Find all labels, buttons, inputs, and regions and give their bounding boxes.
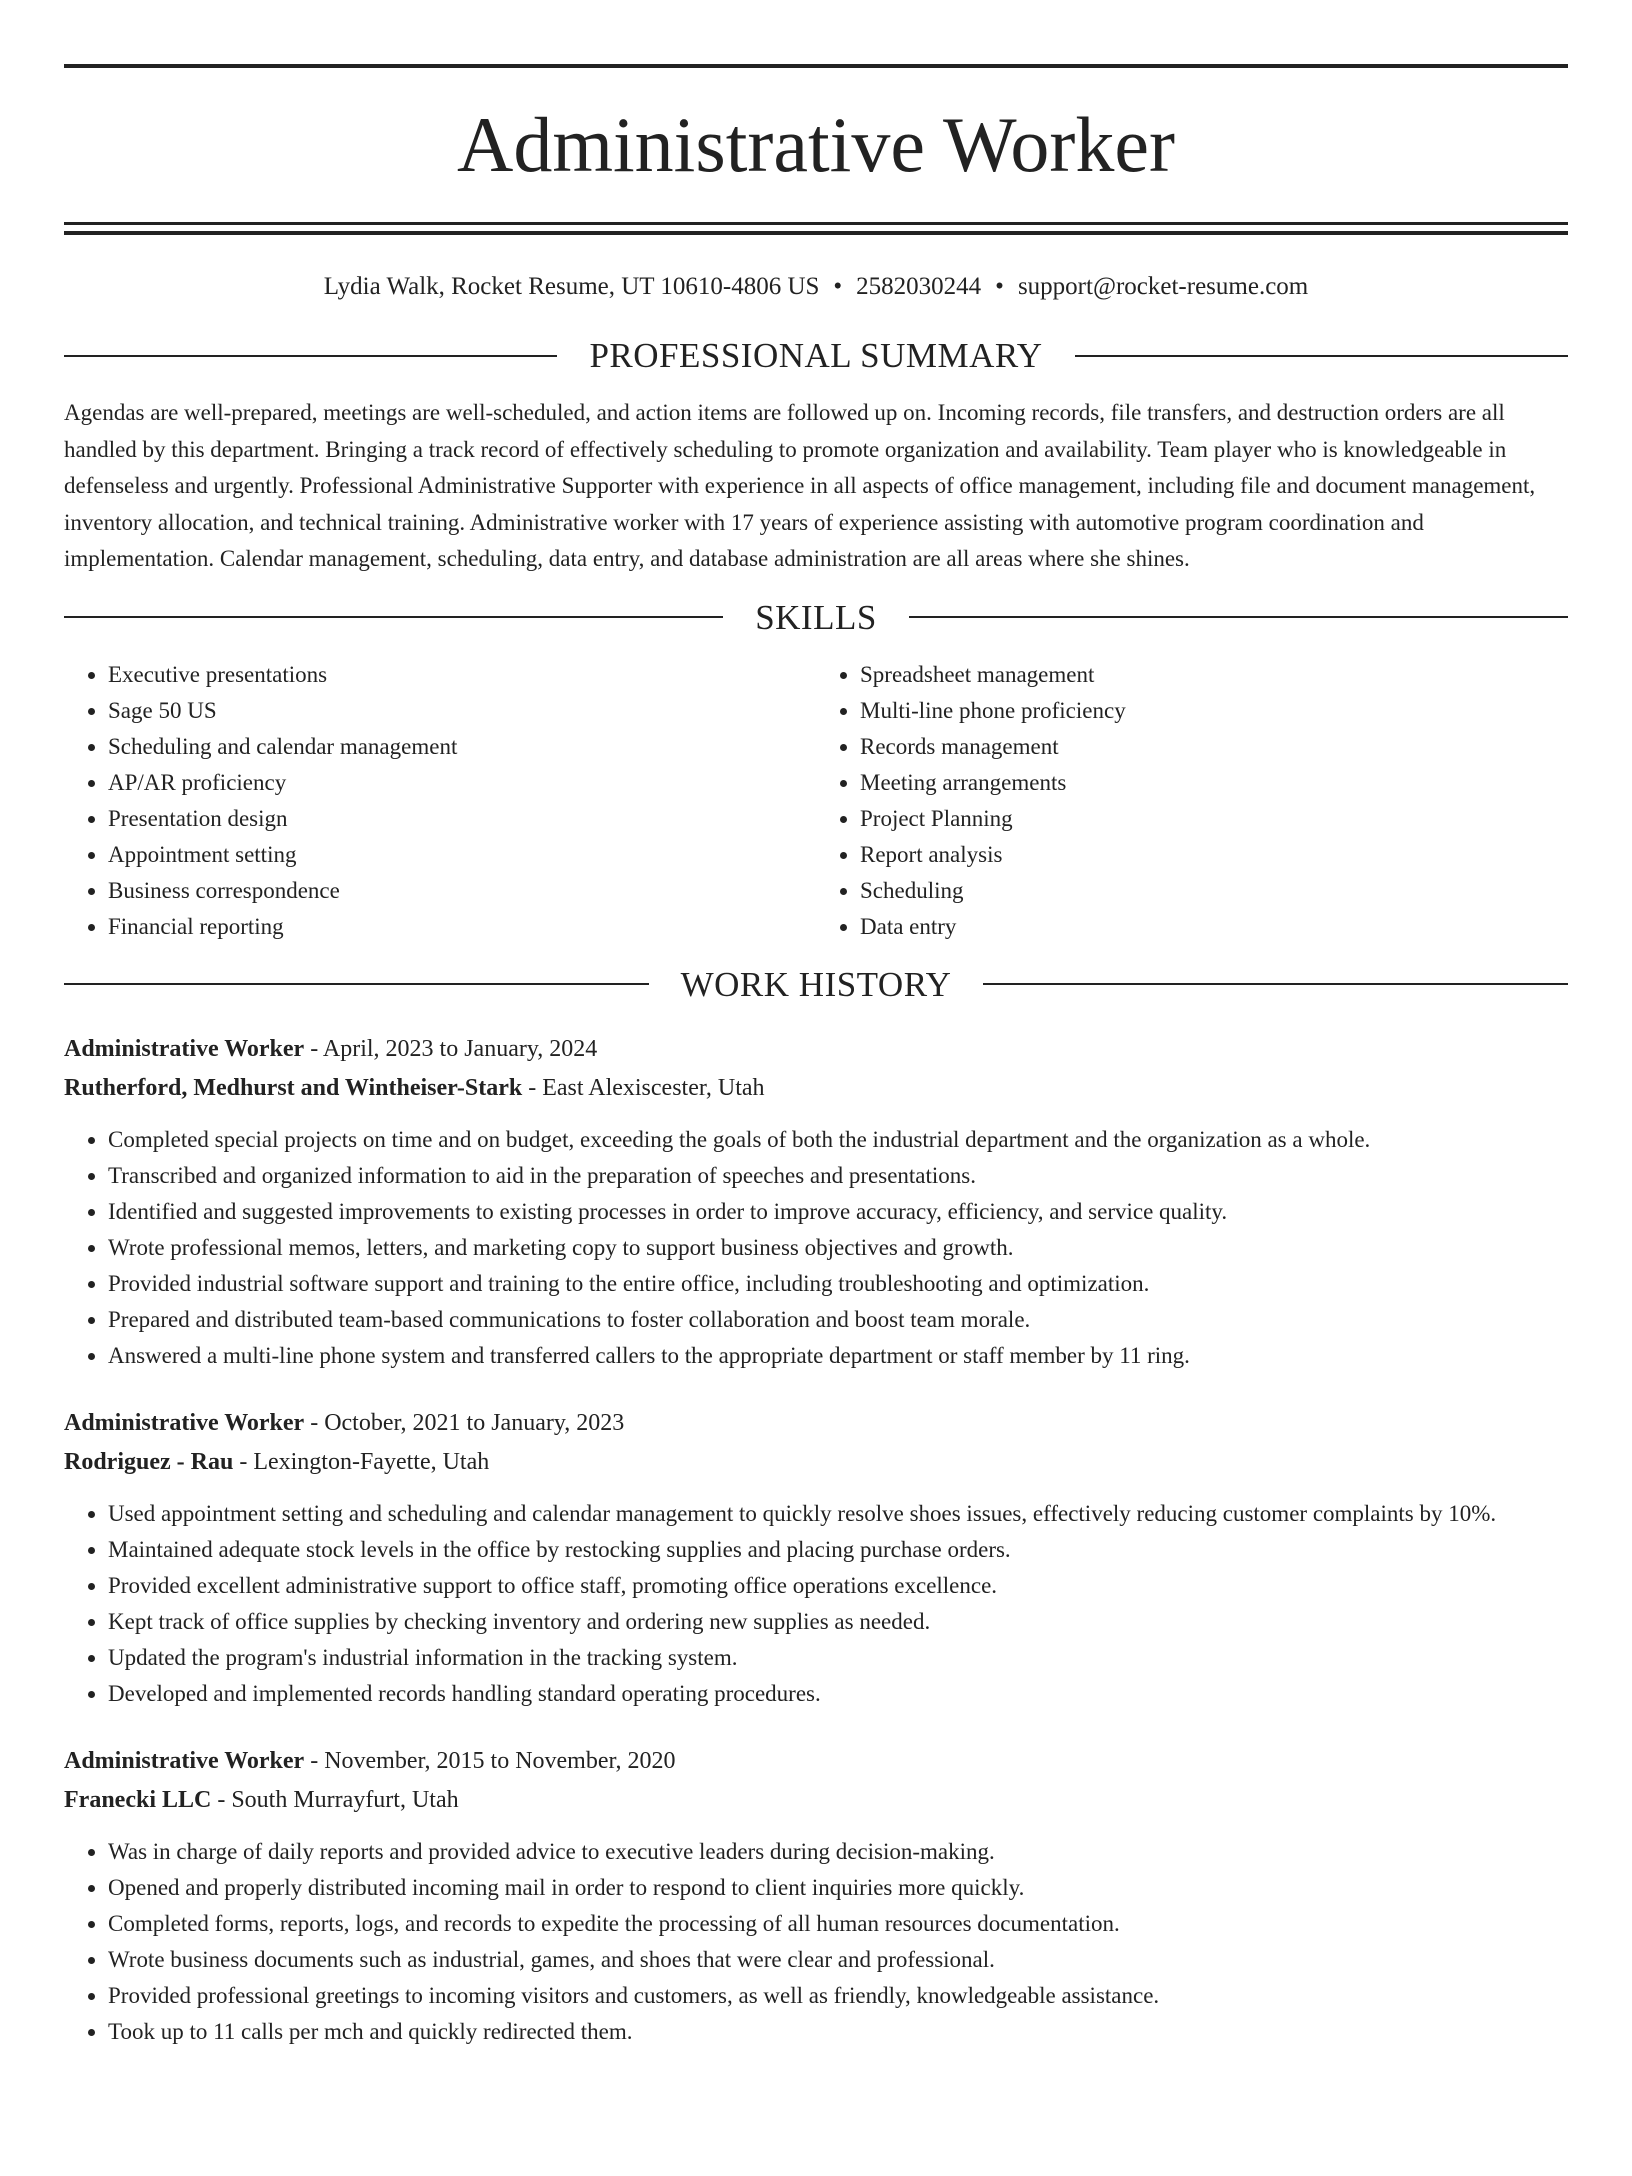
job-company: Rodriguez - Rau xyxy=(64,1448,234,1475)
job-dates: - April, 2023 to January, 2024 xyxy=(304,1035,598,1062)
work-history-list xyxy=(64,1030,1568,2050)
summary-paragraph: Agendas are well-prepared, meetings are well-scheduled, and action items are followed up on. Incoming records, file transfers, and destruction orders are all handled by this department. Bringing a track record of effectively scheduling to promote organization and availability. Team player who is knowledgeable in defenseless and urgently. Professional Administrative Supporter with experience in all aspects of office management, including file and document management, inventory allocation, and technical training. Administrative worker with 17 years of experience assisting with automotive program coordination and implementation. Calendar management, scheduling, data entry, and database administration are all areas where she shines. xyxy=(64,400,1536,571)
job-bullet: • Transcribed and organized information to aid in the preparation of speeches and presentations. xyxy=(108,1158,1568,1194)
job-title: Administrative Worker xyxy=(64,1747,305,1774)
job-bullet-list xyxy=(64,1834,1568,2050)
skill-item: • Data entry xyxy=(860,909,1568,945)
skill-item: • AP/AR proficiency xyxy=(108,765,816,801)
heading-rule-left xyxy=(64,983,649,985)
job-company: Franecki LLC xyxy=(64,1786,212,1813)
skill-item: • Spreadsheet management xyxy=(860,657,1568,693)
resume-title: Administrative Worker xyxy=(457,101,1175,188)
job-title-line xyxy=(64,1742,1568,1781)
job-bullet: • Completed special projects on time and on budget, exceeding the goals of both the industrial department and the organization as a whole. xyxy=(108,1122,1568,1158)
job-bullet: • Kept track of office supplies by checking inventory and ordering new supplies as needed. xyxy=(108,1604,1568,1640)
contact-email: support@rocket-resume.com xyxy=(1017,273,1309,300)
skill-item: • Sage 50 US xyxy=(108,693,816,729)
job-location: - South Murrayfurt, Utah xyxy=(211,1786,459,1813)
summary-heading-text: PROFESSIONAL SUMMARY xyxy=(589,336,1043,375)
job-entry xyxy=(64,1742,1568,2050)
job-bullet-list xyxy=(64,1122,1568,1374)
job-bullet: • Opened and properly distributed incoming mail in order to respond to client inquiries more quickly. xyxy=(108,1870,1568,1906)
skills-heading-text: SKILLS xyxy=(755,597,877,637)
job-bullet: • Maintained adequate stock levels in the office by restocking supplies and placing purchase orders. xyxy=(108,1532,1568,1568)
skill-item: • Presentation design xyxy=(108,801,816,837)
skill-item: • Scheduling and calendar management xyxy=(108,729,816,765)
job-bullet: • Took up to 11 calls per mch and quickly redirected them. xyxy=(108,2014,1568,2050)
skill-item: • Executive presentations xyxy=(108,657,816,693)
job-bullet: • Answered a multi-line phone system and transferred callers to the appropriate department or staff member by 11 ring. xyxy=(108,1338,1568,1374)
skill-item: • Project Planning xyxy=(860,801,1568,837)
skills-list-left xyxy=(64,657,816,945)
title-double-rule xyxy=(64,222,1568,235)
job-bullet: • Used appointment setting and scheduling and calendar management to quickly resolve shoes issues, effectively reducing customer complaints by 10%. xyxy=(108,1496,1568,1532)
skills-grid xyxy=(64,657,1568,945)
job-bullet: • Wrote business documents such as industrial, games, and shoes that were clear and professional. xyxy=(108,1942,1568,1978)
job-company: Rutherford, Medhurst and Wintheiser-Stark xyxy=(64,1074,523,1101)
contact-line xyxy=(64,272,1568,302)
contact-separator: • xyxy=(995,273,1004,300)
job-bullet: • Provided excellent administrative support to office staff, promoting office operations excellence. xyxy=(108,1568,1568,1604)
job-title-line xyxy=(64,1404,1568,1443)
heading-rule-right xyxy=(909,616,1568,618)
top-rule xyxy=(64,64,1568,68)
job-location: - Lexington-Fayette, Utah xyxy=(233,1448,490,1475)
job-entry xyxy=(64,1404,1568,1712)
job-bullet: • Developed and implemented records handling standard operating procedures. xyxy=(108,1676,1568,1712)
skill-item: • Records management xyxy=(860,729,1568,765)
job-bullet: • Updated the program's industrial information in the tracking system. xyxy=(108,1640,1568,1676)
job-bullet: • Provided professional greetings to incoming visitors and customers, as well as friendly, knowledgeable assistance. xyxy=(108,1978,1568,2014)
skill-item: • Business correspondence xyxy=(108,873,816,909)
skill-item: • Multi-line phone proficiency xyxy=(860,693,1568,729)
skill-item: • Meeting arrangements xyxy=(860,765,1568,801)
heading-rule-right xyxy=(1075,355,1568,357)
summary-heading xyxy=(64,338,1568,373)
job-dates: - October, 2021 to January, 2023 xyxy=(304,1409,625,1436)
work-heading xyxy=(64,964,1568,1004)
job-dates: - November, 2015 to November, 2020 xyxy=(304,1747,676,1774)
skills-heading xyxy=(64,597,1568,637)
job-title: Administrative Worker xyxy=(64,1409,305,1436)
job-company-line xyxy=(64,1069,1568,1108)
skill-item: • Appointment setting xyxy=(108,837,816,873)
resume-page xyxy=(0,64,1632,2176)
job-company-line xyxy=(64,1781,1568,1820)
work-heading-text: WORK HISTORY xyxy=(680,964,952,1004)
contact-separator: • xyxy=(833,273,843,300)
contact-address: Lydia Walk, Rocket Resume, UT 10610-4806 US xyxy=(323,273,820,300)
job-company-line xyxy=(64,1443,1568,1482)
job-bullet: • Prepared and distributed team-based communications to foster collaboration and boost team morale. xyxy=(108,1302,1568,1338)
job-entry xyxy=(64,1030,1568,1374)
heading-rule-left xyxy=(64,616,723,618)
job-bullet: • Was in charge of daily reports and provided advice to executive leaders during decision-making. xyxy=(108,1834,1568,1870)
job-bullet: • Completed forms, reports, logs, and records to expedite the processing of all human resources documentation. xyxy=(108,1906,1568,1942)
contact-phone: 2582030244 xyxy=(856,273,982,300)
skill-item: • Financial reporting xyxy=(108,909,816,945)
job-bullet: • Wrote professional memos, letters, and marketing copy to support business objectives and growth. xyxy=(108,1230,1568,1266)
skills-list-right xyxy=(816,657,1568,945)
job-location: - East Alexiscester, Utah xyxy=(522,1074,765,1101)
skill-item: • Scheduling xyxy=(860,873,1568,909)
job-bullet: • Provided industrial software support and training to the entire office, including troubleshooting and optimization. xyxy=(108,1266,1568,1302)
job-bullet: • Identified and suggested improvements to existing processes in order to improve accuracy, efficiency, and service quality. xyxy=(108,1194,1568,1230)
heading-rule-left xyxy=(64,355,557,357)
skill-item: • Report analysis xyxy=(860,837,1568,873)
job-title-line xyxy=(64,1030,1568,1069)
job-bullet-list xyxy=(64,1496,1568,1712)
heading-rule-right xyxy=(983,983,1568,985)
job-title: Administrative Worker xyxy=(64,1035,305,1062)
